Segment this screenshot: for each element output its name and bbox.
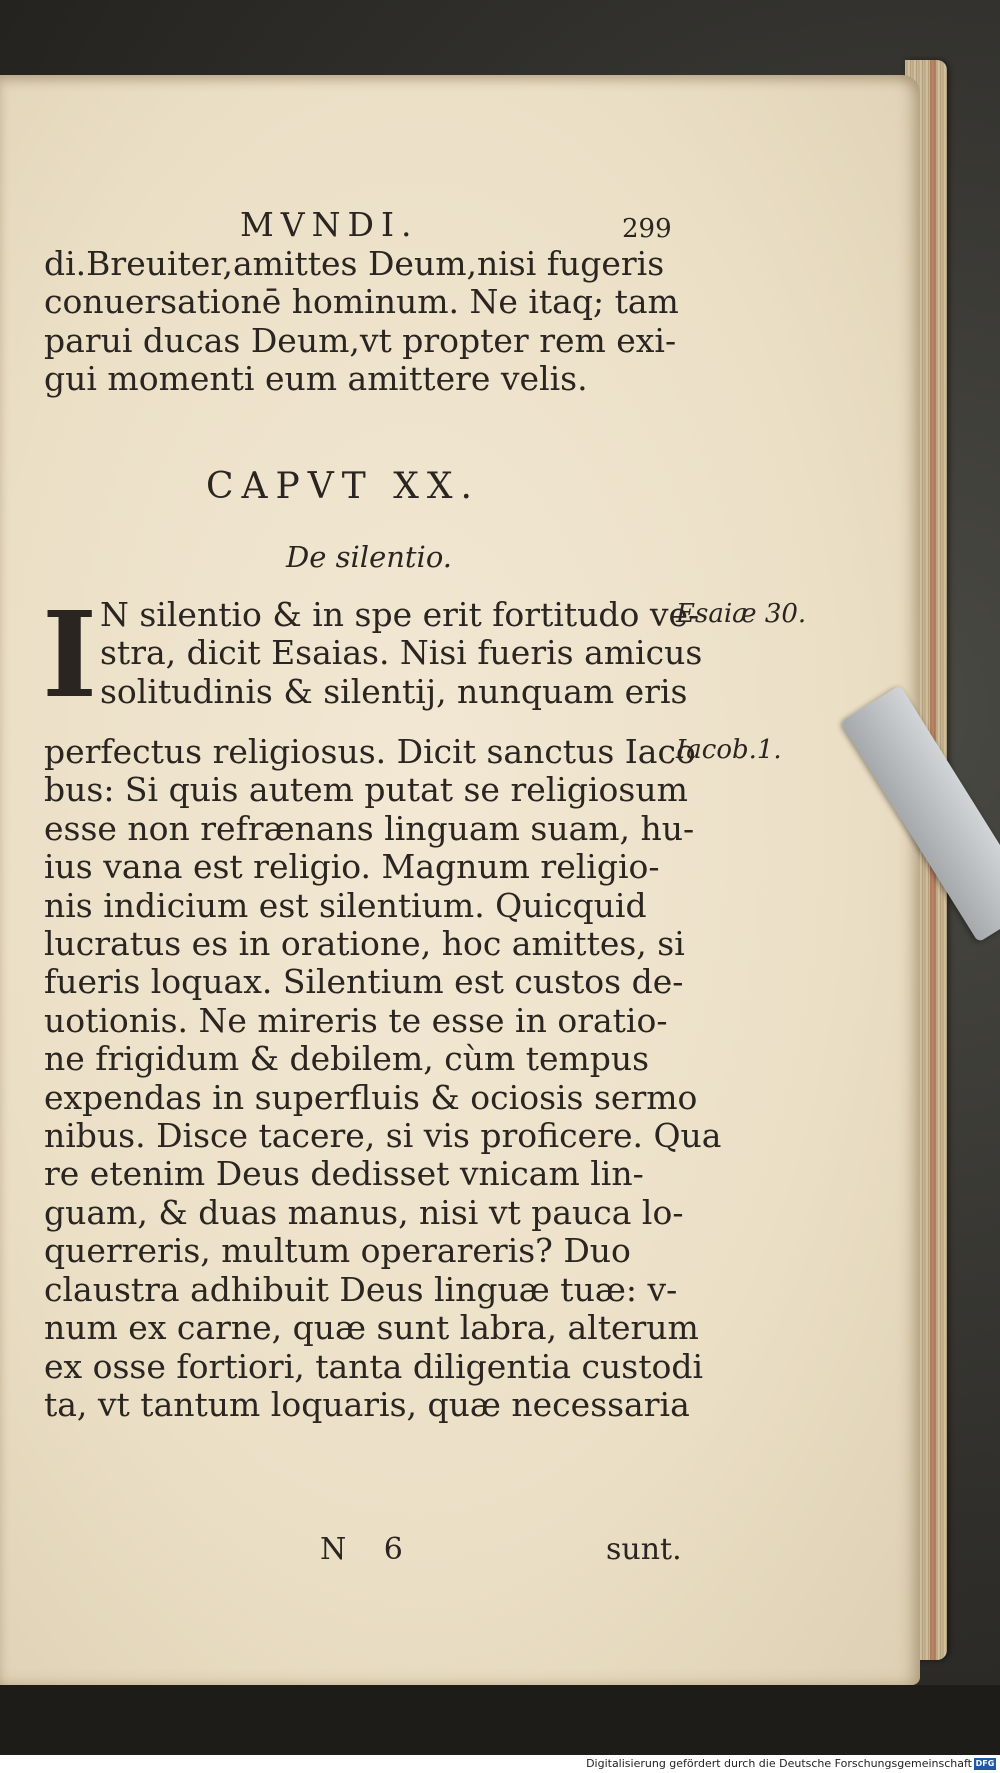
marginal-note-esaias: Esaiæ 30. [676,599,807,629]
text-line: gui momenti eum amittere velis. [44,359,588,399]
text-line: solitudinis & silentij, nunquam eris [100,671,688,711]
text-line: querreris, multum operareris? Duo [44,1231,631,1271]
signature-mark: N 6 [320,1532,417,1567]
text-line: nis indicium est silentium. Quicquid [44,885,647,925]
text-line: fueris loquax. Silentium est custos de- [44,962,684,1002]
main-paragraph [44,733,721,1424]
text-line: guam, & duas manus, nisi vt pauca lo- [44,1192,684,1232]
chapter-subtitle: De silentio. [286,540,452,574]
text-line: esse non refrænans linguam suam, hu- [44,808,695,848]
text-line: expendas in superfluis & ociosis sermo [44,1077,698,1117]
text-line: stra, dicit Esaias. Nisi fueris amicus [100,633,703,673]
top-paragraph [44,245,679,399]
marginal-note-iacob: Iacob.1. [676,735,782,765]
text-line: bus: Si quis autem putat se religiosum [44,770,688,810]
dfg-logo: DFG [975,1759,995,1768]
first-paragraph-lines [100,596,702,711]
text-line: ex osse fortiori, tanta diligentia custodi [44,1346,704,1386]
text-line: re etenim Deus dedisset vnicam lin- [44,1154,644,1194]
text-line: lucratus es in oratione, hoc amittes, si [44,924,685,964]
text-line: parui ducas Deum,vt propter rem exi- [44,320,677,360]
text-line: ta, vt tantum loquaris, quæ necessaria [44,1384,690,1424]
text-line: N silentio & in spe erit fortitudo ve- [100,595,700,634]
chapter-title: CAPVT XX. [206,466,480,507]
running-head: MVNDI. [240,205,419,244]
page-number: 299 [622,214,672,244]
catchword: sunt. [606,1532,682,1567]
text-line: claustra adhibuit Deus linguæ tuæ: v- [44,1269,678,1309]
text-line: num ex carne, quæ sunt labra, alterum [44,1308,699,1348]
text-line: di.Breuiter,amittes Deum,nisi fugeris [44,244,665,283]
bottom-binding-band [0,1685,1000,1755]
text-line: conuersationē hominum. Ne itaq; tam [44,282,679,322]
text-line: perfectus religiosus. Dicit sanctus Iaco [44,732,696,771]
text-line: uotionis. Ne mireris te esse in oratio- [44,1000,668,1040]
text-line: nibus. Disce tacere, si vis proficere. Qua [44,1116,722,1156]
text-line: ius vana est religio. Magnum religio- [44,847,660,887]
text-line: ne frigidum & debilem, cùm tempus [44,1039,650,1079]
digitization-credit: Digitalisierung gefördert durch die Deutsche Forschungsgemeinschaft [586,1757,972,1770]
drop-cap: I [42,585,98,724]
